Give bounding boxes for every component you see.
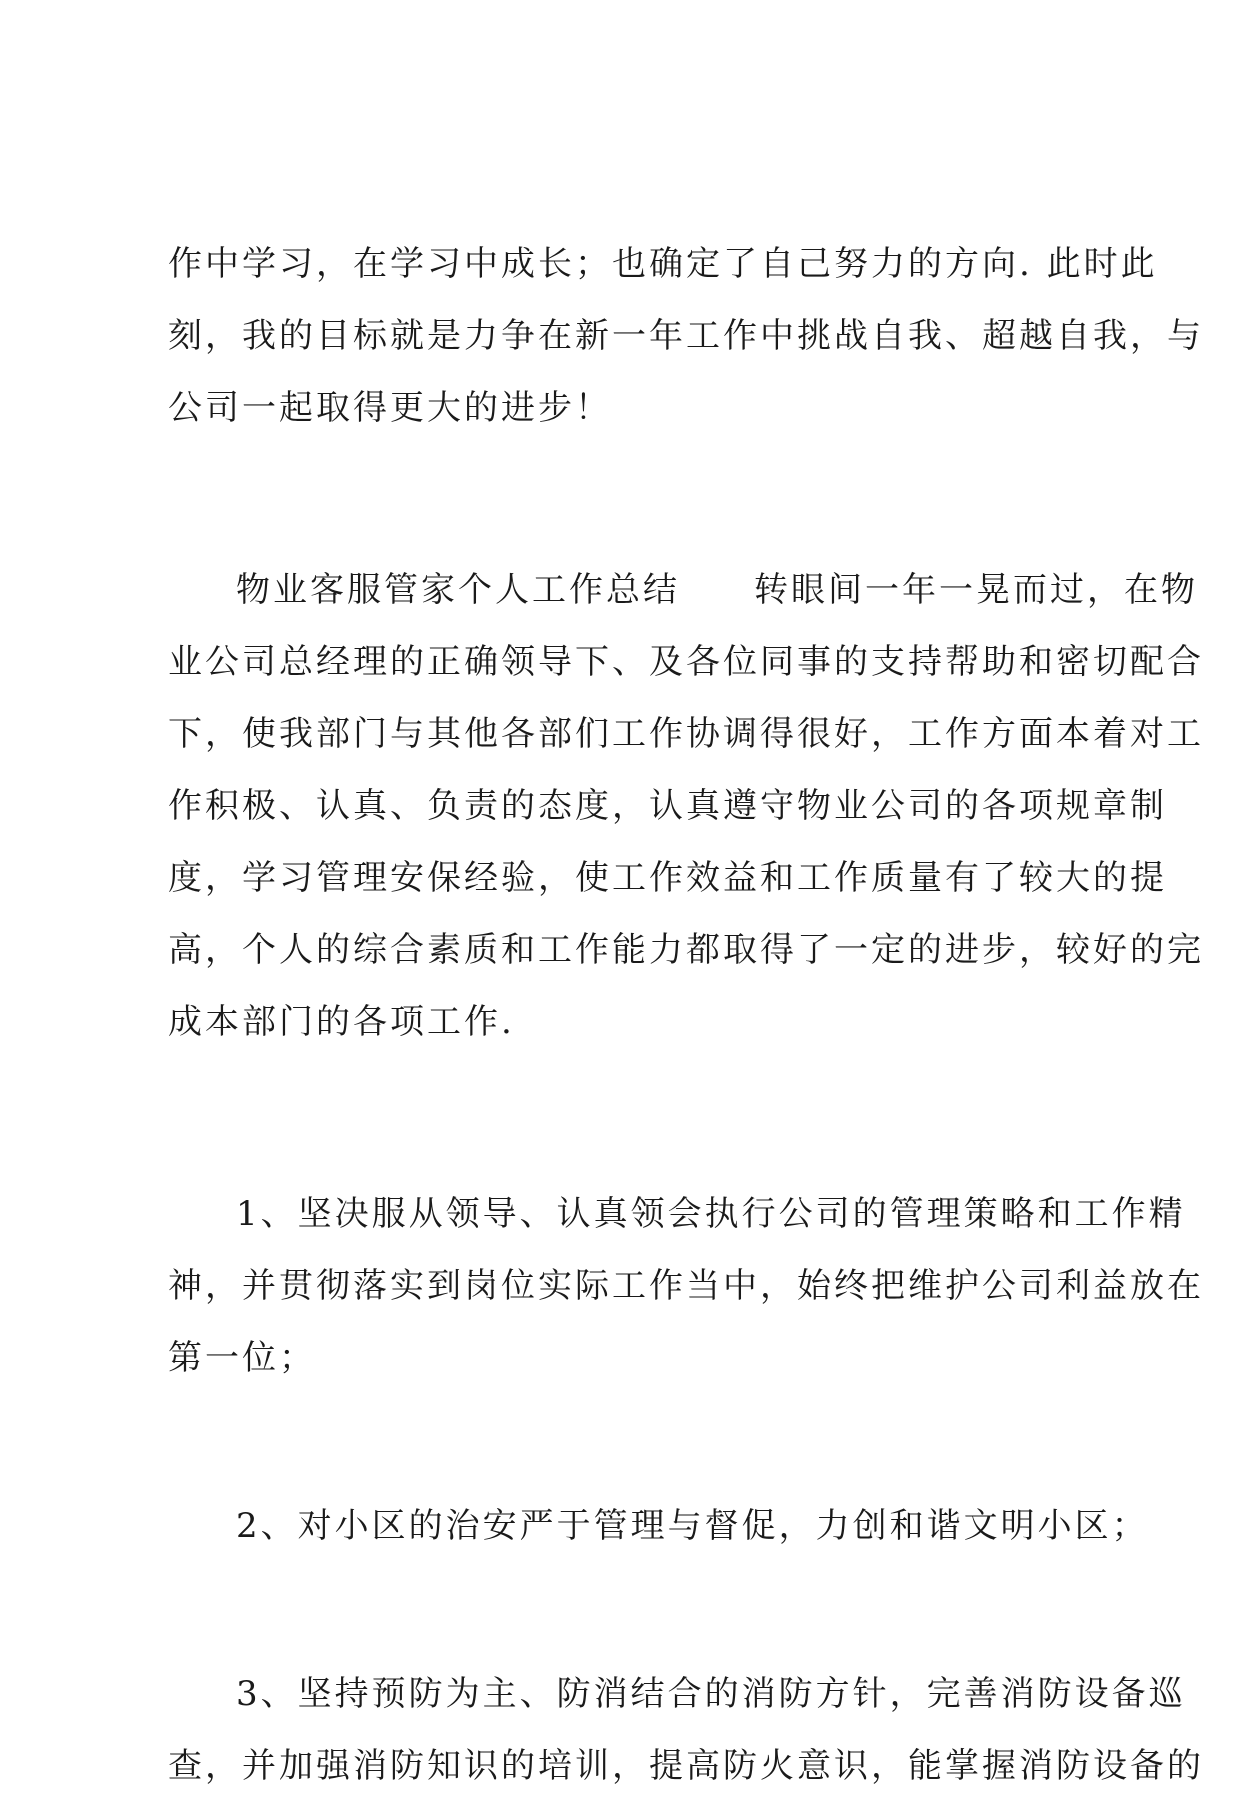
text-line: 神，并贯彻落实到岗位实际工作当中，始终把维护公司利益放在 — [168, 1266, 1204, 1306]
text-line: 3、坚持预防为主、防消结合的消防方针，完善消防设备巡 — [236, 1674, 1186, 1714]
paragraph-continuation — [168, 228, 1204, 444]
paragraph-item-2 — [168, 1490, 1149, 1562]
text-line: 作积极、认真、负责的态度，认真遵守物业公司的各项规章制 — [168, 786, 1167, 826]
paragraph-item-1 — [168, 1178, 1204, 1394]
text-line: 查，并加强消防知识的培训，提高防火意识，能掌握消防设备的 — [168, 1746, 1204, 1786]
text-line: 成本部门的各项工作. — [168, 1002, 515, 1042]
text-line: 公司一起取得更大的进步！ — [168, 388, 612, 428]
text-line: 物业客服管家个人工作总结 转眼间一年一晃而过，在物 — [236, 570, 1198, 610]
text-line: 度，学习管理安保经验，使工作效益和工作质量有了较大的提 — [168, 858, 1167, 898]
text-line: 2、对小区的治安严于管理与督促，力创和谐文明小区； — [236, 1506, 1149, 1546]
text-line: 下，使我部门与其他各部们工作协调得很好，工作方面本着对工 — [168, 714, 1204, 754]
text-line: 高，个人的综合素质和工作能力都取得了一定的进步，较好的完 — [168, 930, 1204, 970]
text-line: 作中学习，在学习中成长；也确定了自己努力的方向. 此时此 — [168, 244, 1158, 284]
paragraph-summary-intro — [168, 554, 1204, 1058]
text-line: 第一位； — [168, 1338, 316, 1378]
text-line: 1、坚决服从领导、认真领会执行公司的管理策略和工作精 — [236, 1194, 1186, 1234]
text-line: 刻，我的目标就是力争在新一年工作中挑战自我、超越自我，与 — [168, 316, 1204, 356]
text-line: 业公司总经理的正确领导下、及各位同事的支持帮助和密切配合 — [168, 642, 1204, 682]
paragraph-item-3 — [168, 1658, 1204, 1802]
document-page — [168, 228, 1204, 1802]
